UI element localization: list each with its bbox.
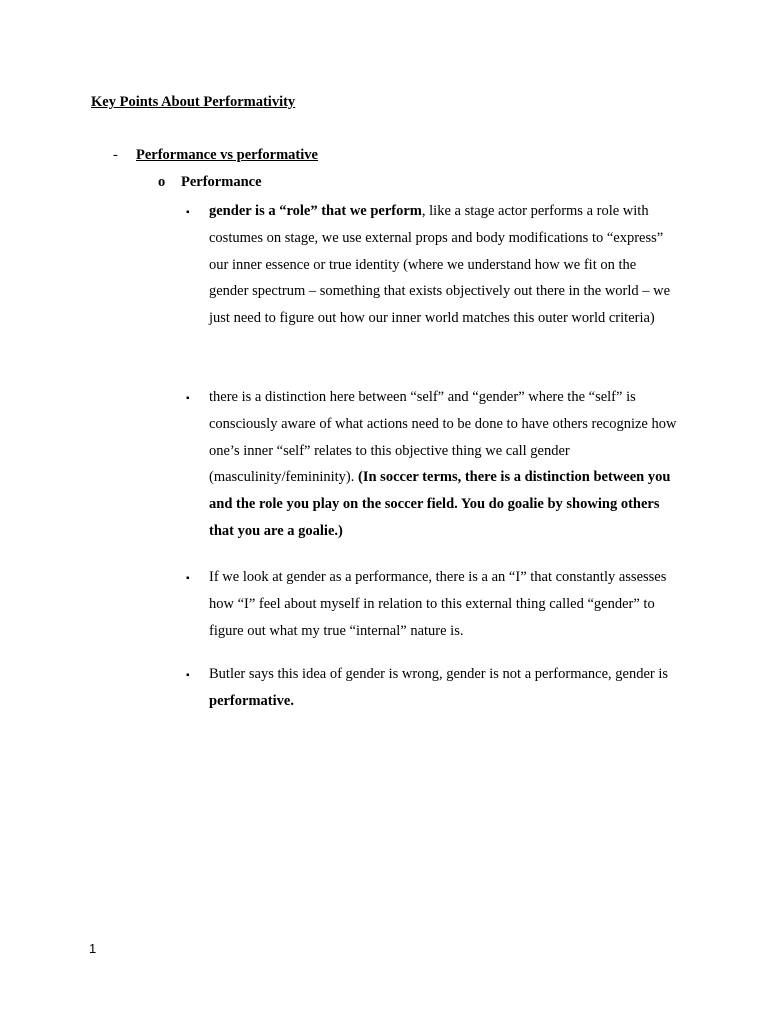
bullet-paragraph-1	[209, 198, 679, 332]
bullet-paragraph-4	[209, 661, 679, 715]
page-number: 1	[89, 941, 97, 956]
square-bullet-icon: ▪	[186, 393, 190, 404]
subsection-heading: Performance	[181, 174, 262, 190]
bullet-4-text: Butler says this idea of gender is wrong, gender is not a performance, gender is	[209, 666, 669, 682]
page-title: Key Points About Performativity	[91, 94, 296, 110]
square-bullet-icon: ▪	[186, 207, 190, 218]
bullet-paragraph-2	[209, 384, 679, 545]
bullet-paragraph-3	[209, 564, 679, 644]
circle-bullet-marker: o	[158, 174, 166, 190]
section-heading: Performance vs performative	[136, 147, 318, 163]
bullet-1-text: , like a stage actor performs a role with costumes on stage, we use external props and body modifications to “express” our inner essence or true identity (where we understand how we fit on the gender spectrum – something that exists objectively out there in the world – we just need to figure out how our inner world matches this outer world criteria)	[209, 203, 671, 327]
square-bullet-icon: ▪	[186, 573, 190, 584]
bullet-2-bold-trail: (In soccer terms, there is a distinction between you and the role you play on the soccer field. You do goalie by showing others that you are a goalie.)	[209, 469, 671, 539]
bullet-3-text: If we look at gender as a performance, there is a an “I” that constantly assesses how “I” feel about myself in relation to this external thing called “gender” to figure out what my true “internal” nature is.	[209, 569, 667, 639]
bullet-2-text: there is a distinction here between “self” and “gender” where the “self” is consciously aware of what actions need to be done to have others recognize how one’s inner “self” relates to this objective thing we call gender (masculinity/femininity).	[209, 389, 677, 486]
bullet-1-bold-lead: gender is a “role” that we perform	[209, 203, 422, 219]
bullet-4-bold-trail: performative.	[209, 692, 294, 709]
square-bullet-icon: ▪	[186, 670, 190, 681]
dash-marker: -	[113, 147, 118, 163]
